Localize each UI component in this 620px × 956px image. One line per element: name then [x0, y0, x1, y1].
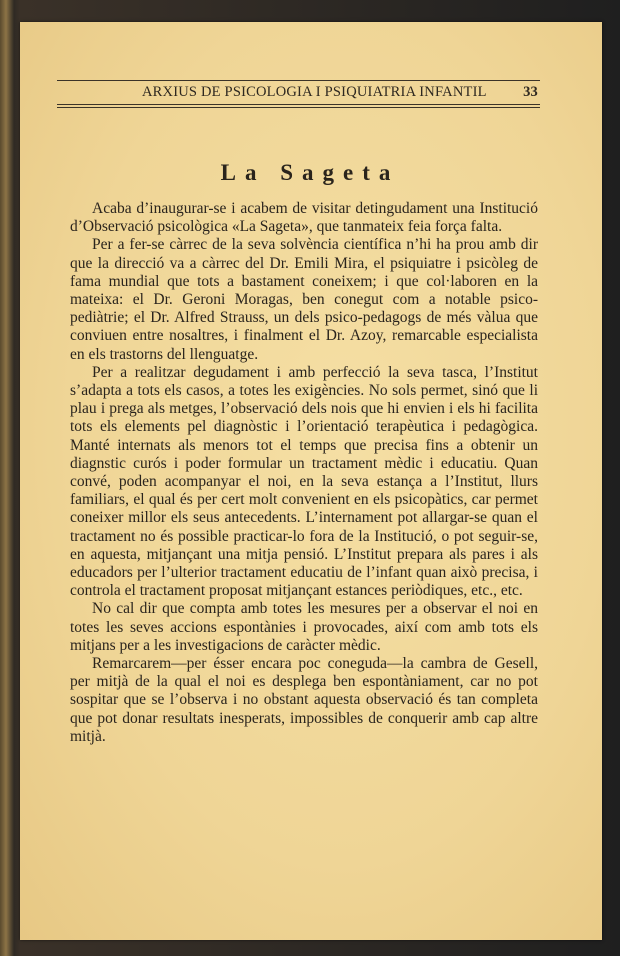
paragraph: Per a fer-se càrrec de la seva solvència científica n’hi ha prou amb dir que la direcció va a càrrec del Dr. Emili Mira, el psiquiatre i psicòleg de fama mundial que tots a bastament coneixem; i que col·laboren en la mateixa: el Dr. Geroni Moragas, ben conegut com a notable psico-pediàtrie; el Dr. Alfred Strauss, un dels psico-pedagogs de més vàlua que conviuen entre nosaltres, i finalment el Dr. Azoy, remarcable especialista en els trastorns del llenguatge.	[70, 236, 538, 363]
page-number: 33	[523, 84, 538, 100]
paragraph: Acaba d’inaugurar-se i acabem de visitar detingudament una Institució d’Observació psicològica «La Sageta», que tanmateix feia força falta.	[70, 200, 538, 236]
running-header	[57, 80, 540, 108]
header-line	[57, 81, 540, 103]
article-title: La Sageta	[220, 160, 400, 185]
article-body	[70, 200, 538, 746]
paragraph: Per a realitzar degudament i amb perfecció la seva tasca, l’Institut s’adapta a tots els casos, a totes les exigències. No sols permet, sinó que li plau i prega als metges, l’observació dels nois que hi envien i els hi facilita tots els elements pel diagnòstic i l’orientació terapèutica i pedagògica. Manté internats als menors tot el temps que precisa fins a obtenir un diagnstic curós i poder formular un tractament mèdic i educatiu. Quan convé, poden acompanyar el noi, en la seva estança a l’Institut, llurs familiars, el qual és per cert molt convenient en els psicopàtics, car permet coneixer millor els seus antecedents. L’internament pot allargar-se quan el tractament no és possible practicar-lo fora de la Institució, o pot seguir-se, en aquesta, mitjançant una mitja pensió. L’Institut prepara als pares i als educadors per l’ulterior tractament educatiu de l’infant quan això precisa, i controla el tractament proposat mitjançant estances periòdiques, etc., etc.	[70, 363, 538, 600]
paragraph: No cal dir que compta amb totes les mesures per a observar el noi en totes les seves accions espontànies i provocades, així com amb tots els mitjans per a les investigacions de caràcter mèdic.	[70, 600, 538, 654]
header-rule-bottom-thin	[57, 107, 540, 108]
paragraph: Remarcarem—per ésser encara poc coneguda—la cambra de Gesell, per mitjà de la qual el noi es desplega ben espontàniament, car no pot sospitar que se l’observa i no obstant aquesta observació és tan completa que pot donar resultats inesperats, impossibles de conquerir amb cap altre mitjà.	[70, 655, 538, 745]
header-rule-bottom	[57, 104, 540, 105]
running-title: ARXIUS DE PSICOLOGIA I PSIQUIATRIA INFANTIL	[142, 84, 487, 100]
